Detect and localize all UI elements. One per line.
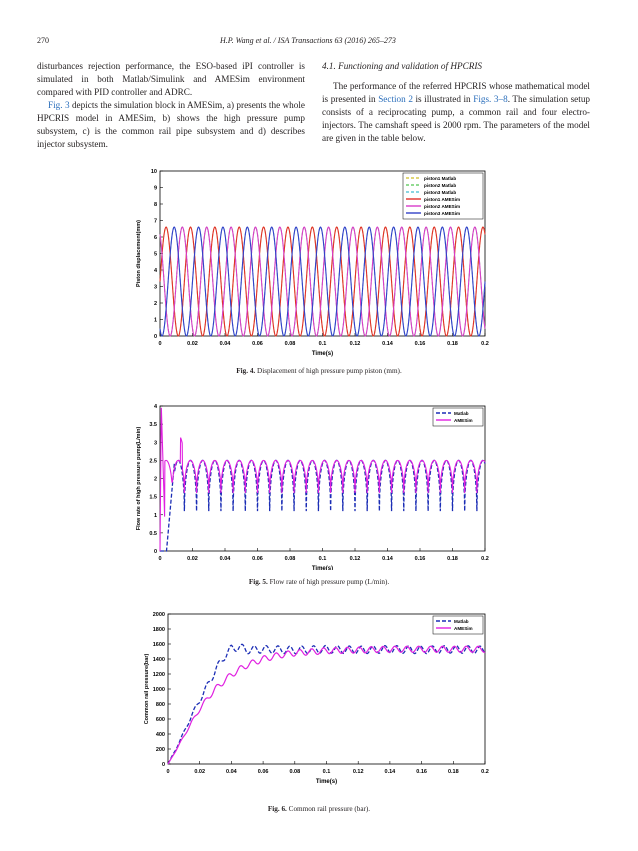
- y-tick-label: 6: [153, 235, 157, 241]
- y-tick-label: 200: [155, 747, 165, 753]
- y-tick-label: 2: [153, 476, 157, 483]
- figure-5-caption: [0, 578, 638, 586]
- x-tick-label: 0.18: [447, 341, 458, 347]
- page-number: 270: [37, 36, 49, 45]
- y-tick-label: 0: [161, 762, 165, 768]
- figure-4-caption-label: Fig. 4.: [236, 367, 256, 375]
- x-tick-label: 0.02: [194, 769, 206, 775]
- x-tick-label: 0.1: [318, 341, 327, 347]
- legend-entry: Matlab: [454, 411, 469, 416]
- x-tick-label: 0: [166, 769, 170, 775]
- x-tick-label: 0.18: [447, 556, 458, 562]
- legend-entry: piston1 Matlab: [424, 176, 457, 181]
- legend-entry: AMESim: [454, 626, 473, 631]
- x-tick-label: 0.12: [349, 556, 361, 562]
- x-tick-label: 0.08: [289, 769, 301, 775]
- y-tick-label: 1200: [152, 672, 165, 678]
- plot-frame: [168, 614, 485, 764]
- figure-5-caption-label: Fig. 5.: [248, 578, 268, 586]
- y-tick-label: 3: [153, 284, 157, 291]
- y-tick-label: 8: [153, 202, 157, 208]
- right-paragraph-text-c: . The simulation setup consists of a reciprocating pump, a common rail and four electro-injectors. The camshaft speed is 2000 rpm. The parameters of the model are given in the table below.: [322, 94, 591, 143]
- section-heading: 4.1. Functioning and validation of HPCRIS: [322, 61, 483, 71]
- y-tick-label: 1000: [152, 687, 165, 693]
- y-tick-label: 5: [153, 251, 157, 258]
- x-axis-label: Time(s): [311, 566, 334, 570]
- figure-6-caption: [0, 805, 638, 813]
- x-axis-label: Time(s): [311, 351, 334, 357]
- x-tick-label: 0: [158, 556, 162, 562]
- fig3-link[interactable]: Fig. 3: [48, 100, 70, 110]
- figure-4-chart: [120, 164, 500, 364]
- x-tick-label: 0.16: [414, 556, 426, 562]
- x-tick-label: 0.16: [414, 341, 426, 347]
- y-tick-label: 7: [153, 218, 157, 225]
- left-paragraph-2: [37, 99, 305, 151]
- figure-6-caption-text: Common rail pressure (bar).: [286, 805, 371, 813]
- y-tick-label: 2: [153, 301, 157, 307]
- x-tick-label: 0.08: [284, 556, 296, 562]
- y-tick-label: 1800: [152, 627, 165, 633]
- x-tick-label: 0.06: [257, 769, 269, 775]
- y-tick-label: 0.5: [149, 530, 157, 537]
- y-tick-label: 0: [153, 549, 157, 555]
- legend-entry: piston3 AMESim: [424, 211, 461, 216]
- x-tick-label: 0.18: [447, 769, 459, 775]
- right-paragraph: [322, 80, 590, 145]
- x-tick-label: 0.04: [219, 556, 231, 562]
- y-tick-label: 1: [153, 317, 157, 324]
- y-tick-label: 1600: [152, 642, 165, 648]
- x-tick-label: 0.14: [382, 341, 393, 347]
- x-tick-label: 0.2: [481, 341, 489, 347]
- x-tick-label: 0.12: [349, 341, 361, 347]
- x-tick-label: 0.16: [416, 769, 427, 775]
- y-tick-label: 2.5: [149, 458, 157, 465]
- legend-entry: piston2 Matlab: [424, 183, 457, 188]
- legend-entry: piston3 Matlab: [424, 190, 457, 195]
- y-axis-label: Piston displacement(mm): [136, 220, 142, 287]
- y-tick-label: 9: [153, 185, 157, 192]
- y-tick-label: 4: [153, 404, 157, 410]
- y-tick-label: 600: [155, 717, 165, 723]
- x-tick-label: 0.14: [384, 769, 396, 775]
- x-tick-label: 0.06: [252, 341, 263, 347]
- right-paragraph-text-a: The performance of the referred HPCRIS whose mathematical model is presented in: [322, 81, 590, 104]
- section2-link[interactable]: Section 2: [378, 94, 413, 104]
- y-tick-label: 1: [153, 512, 157, 519]
- x-tick-label: 0.2: [481, 769, 489, 775]
- x-tick-label: 0.02: [187, 556, 198, 562]
- y-tick-label: 2000: [152, 612, 165, 618]
- figure-4-caption: [0, 367, 638, 375]
- x-tick-label: 0.04: [226, 769, 237, 775]
- y-tick-label: 1400: [152, 657, 165, 663]
- figure-5-chart: [120, 400, 500, 570]
- x-tick-label: 0.14: [382, 556, 393, 562]
- plot-frame: [160, 406, 485, 551]
- right-column: [322, 60, 590, 145]
- legend-entry: Matlab: [454, 619, 469, 624]
- x-tick-label: 0.02: [187, 341, 198, 347]
- y-tick-label: 400: [155, 732, 165, 738]
- right-paragraph-text-b: is illustrated in: [412, 94, 474, 104]
- figure-4-caption-text: Displacement of high pressure pump piston (mm).: [255, 367, 402, 375]
- x-tick-label: 0.2: [481, 556, 489, 562]
- y-tick-label: 0: [153, 334, 157, 340]
- legend-entry: piston1 AMESim: [424, 197, 461, 202]
- x-tick-label: 0.06: [252, 556, 263, 562]
- legend-entry: piston2 AMESim: [424, 204, 461, 209]
- x-tick-label: 0.08: [284, 341, 296, 347]
- y-tick-label: 800: [155, 702, 165, 708]
- figure-6-chart: [120, 608, 500, 788]
- left-paragraph-2-text: depicts the simulation block in AMESim, a) presents the whole HPCRIS model in AMESim, b) shows the high pressure pump subsystem, c) is the common rail pipe subsystem and d) describes injector subsystem.: [37, 100, 305, 149]
- left-column: [37, 60, 305, 151]
- y-tick-label: 3: [153, 440, 157, 447]
- x-tick-label: 0.04: [219, 341, 231, 347]
- left-paragraph-1: disturbances rejection performance, the ESO-based iPI controller is simulated in both Matlab/Simulink and AMESim environment compared with PID controller and ADRC.: [37, 61, 305, 97]
- y-tick-label: 3.5: [149, 422, 157, 429]
- x-tick-label: 0.12: [352, 769, 364, 775]
- x-tick-label: 0: [158, 341, 162, 347]
- figs-link[interactable]: Figs. 3–8: [473, 94, 508, 104]
- x-tick-label: 0.1: [318, 556, 327, 562]
- running-title: H.P. Wang et al. / ISA Transactions 63 (2016) 265–273: [220, 36, 396, 45]
- x-tick-label: 0.1: [322, 769, 331, 775]
- y-tick-label: 10: [150, 169, 157, 175]
- figure-5-caption-text: Flow rate of high pressure pump (L/min).: [267, 578, 390, 586]
- y-tick-label: 4: [153, 268, 157, 274]
- legend-entry: AMESim: [454, 418, 473, 423]
- y-tick-label: 1.5: [149, 494, 157, 501]
- x-axis-label: Time(s): [315, 779, 338, 785]
- y-axis-label: Common rail pressure(bar): [144, 653, 150, 725]
- figure-6-caption-label: Fig. 6.: [267, 805, 287, 813]
- y-axis-label: Flow rate of high pressure pump(L/min): [136, 426, 142, 531]
